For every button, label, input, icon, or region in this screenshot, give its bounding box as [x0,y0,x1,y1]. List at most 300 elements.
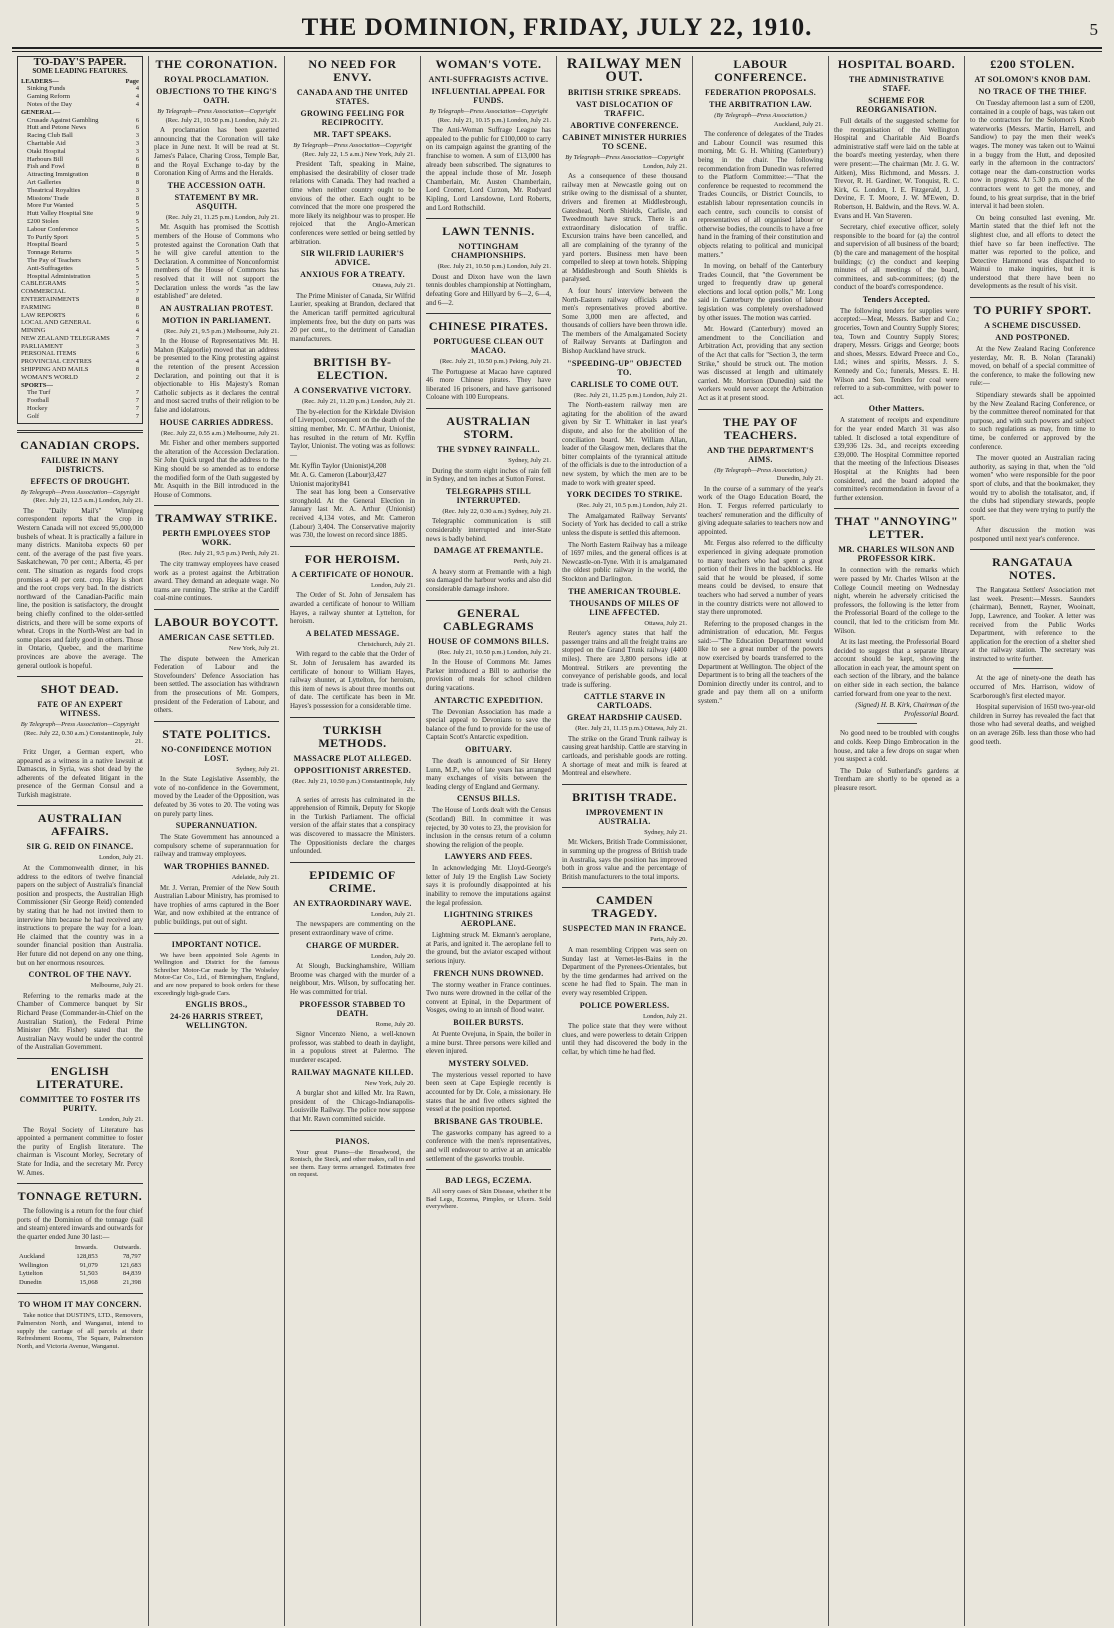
byline: By Telegraph—Press Association—Copyright [293,142,412,149]
article-body: The gasworks company has agreed to a conference with the men's representatives, and will endeavour to arrive at an amicable settlement of the gasworks trouble. [426,1128,551,1163]
subhead-american-trouble: THE AMERICAN TROUBLE. [568,586,681,596]
article-body: A series of arrests has culminated in the apprehension of Rimnik, Deputy for Skopje in the Turkish Parliament. The official version of the affair states that a conspiracy was discovered to massacre the Ministers. The Oppositionists declare the charges unfounded. [290,795,415,856]
dateline: (Rec. July 21, 10.50 p.m.) Constantinople, July 21. [292,777,415,794]
divider [426,1169,551,1170]
article-body: With regard to the cable that the Order of St. John of Jerusalem has awarded its certificate of honour to William Hayes, railway shunter, at Lyttelton, for heroism, this item of news is about three months out of date. The certificate has been in Mr. Hayes's possession for a considerable time. [290,650,415,710]
subhead-brisbane: BRISBANE GAS TROUBLE. [434,1116,543,1126]
byline: (By Telegraph—Press Association.) [714,466,807,474]
subhead-hardship: GREAT HARDSHIP CAUSED. [567,713,682,723]
dateline: Rome, July 20. [375,1020,415,1028]
headline-annoying-letter: THAT "ANNOYING" LETTER. [834,514,959,542]
divider [290,349,415,350]
index-entry-page: 5 [135,280,139,288]
article-body: In connection with the remarks which were passed by Mr. Charles Wilson at the College Council meeting on Wednesday night, wherein he adversely criticised the professors, the following is the letter from the Professorial Board of the college to the council, that led to the criticism from Mr. Wilson. [834,566,959,635]
index-entry-label: Otaki Hospital [27,147,66,155]
headline-tramway-strike: TRAMWAY STRIKE. [155,511,278,526]
index-entry [21,148,139,156]
dateline: Dunedin, July 21. [776,475,823,483]
dateline: Perth, July 21. [513,558,551,566]
index-entry-page: 7 [135,288,139,296]
dateline: (Rec. July 21, 10.5 p.m.) London, July 21. [576,502,687,510]
article-body: The seat has long been a Conservative stronghold. At the General Election in January last Mr. A. Arthur (Unionist) received 4,134 votes, and Mr. Cameron (Labour) 3,404. The Conservative majority was 730, the lowest on record since 1885. [290,488,415,540]
signature: (Signed) H. B. Kirk, Chairman of the Professorial Board. [855,701,959,718]
headline-hospital-board: HOSPITAL BOARD. [837,57,956,71]
subhead-war-trophies: WAR TROPHIES BANNED. [163,862,270,872]
headline-british-trade: BRITISH TRADE. [572,789,677,804]
index-entry [21,350,139,358]
index-entry-label: Notes of the Day [27,100,72,108]
headline-womans-vote: WOMAN'S VOTE. [435,57,542,71]
subhead-canadian-1: FAILURE IN MANY DISTRICTS. [41,455,119,474]
index-entry [21,304,139,312]
subhead-oppositionist: OPPOSITIONIST ARRESTED. [293,765,411,775]
article-body: The conference of delegates of the Trades and Labour Council was resumed this morning, Mr. G. H. Whiting (Canterbury) being in the chair. The following recommendation from Dunedin was referred to the Platform Committee:—"That the conference be requested to recommend the Trades Councils, or District Councils, to establish labour representation councils in each centre, such councils to consist of representatives of all organised labour or otherwise bodies, the councils to have a free hand in the framing of their constitution and objects relating to political and municipal matters." [698,130,823,259]
index-entry-label: FARMING [21,303,51,311]
subhead-reciprocity: GROWING FEELING FOR RECIPROCITY. [300,109,405,127]
dateline: (Rec. July 21, 10.50 p.m.) London, July 21. [437,263,551,271]
headline-to-purify-sport: TO PURIFY SPORT. [973,303,1092,318]
subhead-no-trace: NO TRACE OF THE THIEF. [978,87,1087,96]
todays-paper-index [17,56,143,424]
article-body: During the storm eight inches of rain fell in Sydney, and ten inches at Sutton Forest. [426,466,551,484]
vote-count: 841 [339,479,351,488]
article-body: In the House of Representatives Mr. H. Mahon (Kalgoorlie) moved that an address be presented to the King protesting against the retention of the present Accession Declaration, and pointing out that it is objectionable to His Majesty's Roman Catholic subjects as it declares the central and most sacred truths of their religion to be false and idolatrous. [154,337,279,415]
headline-important-notice: IMPORTANT NOTICE. [171,939,262,949]
dateline: London, July 21. [370,910,415,918]
index-entry [21,374,139,382]
index-entry [21,187,139,195]
index-entry-label: Theatrical Royalties [27,186,81,194]
index-entry-page: 3 [135,186,139,194]
tonnage-body [17,1253,143,1287]
subhead-scheme-discussed: A SCHEME DISCUSSED. [984,321,1081,331]
subhead-canadian-2: EFFECTS OF DROUGHT. [30,476,130,486]
index-entry-label: Crusade Against Gambling [27,116,99,124]
byline: (By Telegraph—Press Association.) [714,112,807,119]
subhead-treaty: ANXIOUS FOR A TREATY. [300,270,405,280]
index-entry-page: 5 [135,241,139,249]
subhead-other-matters: Other Matters. [868,404,925,414]
article-body: The strike on the Grand Trunk railway is causing great hardship. Cattle are starving in cartloads, and perishable goods are rotting. A shortage of meat and milk is feared at Montreal and elsewhere. [562,734,687,778]
notice-body: Take notice that DUSTIN'S, LTD., Removers, Palmerston North, and Wanganui, intend to supply the carriage of all parcels at their Refreshment Rooms, The Square, Palmerston North, and Victoria Avenue, Wanganui. [17,1312,143,1350]
index-entry-label: The Turf [27,389,51,397]
subhead-canada-us: CANADA AND THE UNITED STATES. [296,88,409,106]
article-body: At the New Zealand Racing Conference yesterday, Mr. R. B. Nolan (Taranaki) moved, on behalf of a special committee of the conference, to make the following new rule:— [970,345,1095,388]
index-entry-page: 4 [135,93,139,101]
divider [17,1183,143,1184]
column-1 [12,56,148,1626]
dateline: Ottawa, July 21. [372,282,415,290]
index-general-list [21,117,139,281]
headline-australian-storm: AUSTRALIAN STORM. [446,414,531,442]
columns-container [12,56,1102,1626]
masthead-date: JULY 22, 1910. [636,14,813,41]
headline-rangataua-notes: RANGATAUA NOTES. [992,555,1073,583]
dateline: (Rec. July 21, 12.5 a.m.) London, July 21. [33,497,143,505]
article-body: In moving, on behalf of the Canterbury Trades Council, that "the Government be urged to frequently draw up general elections and local option polls," Mr. Long said in Canterbury the question of labour legislation was completely overshadowed by other issues. The motion was carried. [698,262,823,322]
column-5 [556,56,692,1626]
subhead-lit: COMMITTEE TO FOSTER ITS PURITY. [19,1094,141,1113]
index-entry-page: 5 [135,249,139,257]
article-body: The mover quoted an Australian racing authority, as saying in that, when the "old women" who were responsible for the poor sport of clubs, and that the bookmaker, they would try to abolish the totalisator, and, if the clubs had stipendiary stewards, people could see that they were trying to purify the sport. [970,454,1095,523]
index-entry-page: 8 [135,163,139,171]
headline-for-heroism: FOR HEROISM. [304,551,401,566]
article-body: Referring to the proposed changes in the administration of education, Mr. Fergus said:—"The Education Department would like to see a great number of the powers now exercised by boards transferred to the Department at Wellington. The object of the Department is to bring all the teachers of the Dominion directly under its control, and to grade and pay them all on a uniform system." [698,619,823,706]
index-entry-label: PARLIAMENT [21,342,63,350]
divider [17,805,143,806]
subhead-solomons-knob: AT SOLOMON'S KNOB DAM. [974,75,1091,84]
subhead-abortive: ABORTIVE CONFERENCE. [570,121,679,130]
subhead-departments-aims: AND THE DEPARTMENT'S AIMS. [707,445,814,464]
article-body: The stormy weather in France continues. Two nuns were drowned in the cellar of the convent at Epinal, in the Department of Vosges, owing to an inrush of flood water. [426,980,551,1015]
column-2 [148,56,284,1626]
index-entry-label: Hutt and Petone News [27,124,87,132]
index-entry-page: 8 [135,295,139,303]
subhead-cabinet-minister: CABINET MINISTER HURRIES TO SCENE. [562,133,687,151]
index-entry-page: 3 [135,132,139,140]
index-entry-label: Missions' Trade [27,194,69,202]
dateline: (Rec. July 21, 10.15 p.m.) London, July 21. [437,116,551,124]
dateline: (Rec. July 21, 9.5 p.m.) Perth, July 21. [178,550,279,558]
index-entry-page: 7 [135,389,139,397]
article-body: President Taft, speaking in Maine, emphasised the desirability of closer trade relations with Canada. They had reached a time when neither country ought to be envious of the other. Each ought to be convinced that the more one prospered the more likely its neighbour was to prosper. He rejoiced that the Anglo-American conferences were settled or being settled by arbitration. [290,160,415,246]
divider [698,409,823,410]
index-entry-label: To Purify Sport [27,233,68,241]
masthead [12,14,1102,49]
article-body: Mr. J. Verran, Premier of the New South Australian Labour Ministry, has promised to have trophies of arms captured in the Boer War, and now exhibited at the entrance of public buildings, put out of sight. [154,883,279,926]
column-8 [964,56,1100,1626]
article-body: In the House of Commons Mr. James Parker introduced a Bill to authorise the provision of meals for school children during vacations. [426,658,551,692]
subhead-mystery: MYSTERY SOLVED. [448,1058,529,1068]
divider [17,1293,143,1294]
index-entry-label: SHIPPING AND MAILS [21,366,89,374]
article-body: Signor Vincenzo Nieno, a well-known professor, was stabbed to death in daylight, in a populous street at Palermo. The murderer escaped. [290,1030,415,1064]
index-sports-list [21,389,139,420]
article-body: Mr. Howard (Canterbury) moved an amendment to the Conciliation and Arbitration Act, providing that any section of the Act that calls for "Section 3, the term Strike," should be struck out. The motion was discussed at length and ultimately carried. Mr. Morrison (Dunedin) said the workers would never accept the Arbitration Act as it at present stood. [698,325,823,402]
index-entry-label: Hutt Valley Hospital Site [27,210,93,218]
subhead-anti-suffragists: ANTI-SUFFRAGISTS ACTIVE. [428,75,549,84]
subhead-protest-motion: MOTION IN PARLIAMENT. [162,315,271,325]
subhead-crime-wave: AN EXTRAORDINARY WAVE. [293,898,412,908]
subhead-strike-spreads: BRITISH STRIKE SPREADS. [568,88,681,97]
index-entry-label: COMMERCIAL [21,288,66,296]
article-body: Referring to the remarks made at the Chamber of Commerce banquet by Sir Richard Pease (Commander-in-Chief on the Australian Station), the Federal Prime Minister (Mr. Fisher) stated that the Australian Navy would be under the control of the Australian Government. [17,991,143,1052]
subhead-laurier: SIR WILFRID LAURIER'S ADVICE. [300,249,405,268]
tonnage-column-header: Outwards. [113,1244,141,1252]
index-entry [21,163,139,171]
headline-to-whom: TO WHOM IT MAY CONCERN. [18,1300,142,1310]
tonnage-port: Dunedin [19,1278,42,1286]
index-entry [21,124,139,132]
tonnage-port: Auckland [19,1253,45,1261]
index-title: TO-DAY'S PAPER. [33,56,127,68]
index-entry-label: LOCAL AND GENERAL [21,319,91,327]
column-6 [692,56,828,1626]
index-entry-label: More Fur Wanted [27,202,74,210]
byline: By Telegraph—Press Association—Copyright [429,108,548,115]
index-entry-label: Labour Conference [27,225,79,233]
subhead-lightning: LIGHTNING STRIKES AEROPLANE. [444,910,533,929]
divider [290,1130,415,1131]
article-body: Mr. Wickers, British Trade Commissioner, in summing up the progress of British trade in Australia, says the position has improved both in gross value and the percentage of British manufacturers to the total imports. [562,838,687,881]
index-entry-page: 8 [135,303,139,311]
dateline: New York, July 21. [228,644,279,652]
vote-candidate: Mr. A. G. Cameron (Labour) [290,471,371,480]
divider [290,546,415,547]
dateline: London, July 21. [642,162,687,170]
subhead-macao: PORTUGUESE CLEAN OUT MACAO. [433,337,544,356]
dateline: London, July 20. [370,952,415,960]
dateline: London, July 21. [370,581,415,589]
dateline: (Rec. July 21, 11.25 p.m.) London, July 21. [165,213,279,221]
article-body: A man resembling Crippen was seen on Sunday last at Vernet-les-Bains in the Department of the Pyrenees-Orientales, but by the time gendarmes had arrived on the scene he had fled to Spain. The man in every way resembled Crippen. [562,946,687,997]
subhead-massacre: MASSACRE PLOT ALLEGED. [293,753,412,763]
article-body: The Amalgamated Railway Servants' Society of York has decided to call a strike unless the dispute is settled this afternoon. [562,511,687,537]
article-body: At Slough, Buckinghamshire, William Broome was charged with the murder of a neighbour, Mrs. Wilson, by suffocating her. He was committed for trial. [290,962,415,996]
article-body: The Order of St. John of Jerusalem has awarded a certificate of honour to William Hayes, a railway shunter at Lyttelton, for heroism. [290,591,415,626]
dateline: Sydney, July 21. [236,765,279,773]
subhead-police: POLICE POWERLESS. [579,1000,670,1010]
index-entry-label: PROVINCIAL CENTRES [21,358,92,366]
dateline: (Rec. July 22, 0.30 a.m.) Sydney, July 21. [442,507,551,515]
headline-200-stolen: £200 STOLEN. [990,57,1075,71]
dateline: Ottawa, July 21. [644,619,687,627]
article-body: Mr. Fisher and other members supported the alteration of the Accession Declaration. Sir John Quick urged that the address to the King should be so amended as to endorse the modified form of the Oath suggested by Mr. Asquith in the Bill introduced in the House of Commons. [154,439,279,499]
index-entry-page: 4 [135,100,139,108]
index-entry-page: 6 [135,350,139,358]
subhead-suspected-man: SUSPECTED MAN IN FRANCE. [562,924,687,934]
advertiser-name: ENGLIS BROS., [185,1000,248,1010]
index-entry [21,101,139,109]
tonnage-inwards: 51,503 [79,1270,98,1278]
subhead-boycott: AMERICAN CASE SETTLED. [158,632,275,642]
index-entry [21,343,139,351]
index-entry-page: 7 [135,412,139,420]
index-general-header [21,109,139,117]
divider [834,508,959,509]
index-entry-page: 6 [135,319,139,327]
article-body: The "Daily Mail's" Winnipeg correspondent reports that the crop in Western Canada will not exceed 95,000,000 bushels of wheat. It is practically a failure in many districts. Manitoba expects 60 per cent. of the average of the past five years. Saskatchewan, 70 per cent.; Alberta, 45 per cent. The situation as regards food crops promises a 40 per cent. crop. Hay is short and the root crops very bad. In the districts northward of the Canadian-Pacific main line, the position is satisfactory, the drought being chiefly confined to the older-settled districts, and there will be some exports of wheat. Crops in the North-West are bad in some places and fairly good in others. Those in Ontario, Quebec, and the maritime provinces are above the average. The general outlook is hopeful. [17,506,143,670]
dateline: (Rec. July 21, 10.50 p.m.) London, July 21. [437,648,551,656]
index-page-label: Page [125,77,139,85]
subhead-boiler: BOILER BURSTS. [453,1018,524,1027]
article-body: A heavy storm at Fremantle with a high sea damaged the harbour works and also did considerable damage inshore. [426,567,551,593]
article-body: The mysterious vessel reported to have been seen at Cape Espiegle recently is accounted for by Dr. Cole, a missionary. He states that he and five others sighted the vessel at the position reported. [426,1070,551,1114]
headline-canadian-crops: CANADIAN CROPS. [20,437,140,452]
dateline: (Rec. July 22, 0.30 a.m.) Constantinople, July 21. [23,729,143,746]
index-entry [21,280,139,288]
index-entry-page: 5 [135,217,139,225]
headline-shot-dead: SHOT DEAD. [40,682,120,697]
index-entry-label: Anti-Suffragettes [27,264,73,272]
index-entry-label: WOMAN'S WORLD [21,373,78,381]
index-entry-label: Gaming Reform [27,93,71,101]
index-entry-page: 5 [135,264,139,272]
article-body: The Prime Minister of Canada, Sir Wilfrid Laurier, speaking at Brandon, declared that the American tariff permitted agricultural implements free, but the duty on parts was 20 per cent., to the detriment of Canadian manufacturers. [290,291,415,343]
dateline: Adelaide, July 21. [231,874,279,882]
headline-australian-affairs: AUSTRALIAN AFFAIRS. [37,811,123,839]
dateline: New York, July 20. [364,1079,415,1087]
index-entry-page: 5 [135,202,139,210]
dateline: (Rec. July 21, 10.50 p.m.) London, July 21. [165,116,279,124]
divider [426,313,551,314]
article-body: No good need to be troubled with coughs and colds. Keep Dingo Embrocation in the house, and take a few drops on sugar when you suspect a cold. [834,729,959,764]
dateline: Christchurch, July 21. [357,640,415,648]
divider [562,784,687,785]
subhead-commons-bills: HOUSE OF COMMONS BILLS. [428,636,549,646]
index-entry [21,358,139,366]
subhead-thousands-of-miles: THOUSANDS OF MILES OF LINE AFFECTED. [569,598,680,617]
subhead-wilson-kirk: MR. CHARLES WILSON AND PROFESSOR KIRK. [838,545,955,564]
subhead-postponed: AND POSTPONED. [995,333,1070,343]
subhead-navy: CONTROL OF THE NAVY. [28,970,132,980]
column-7 [828,56,964,1626]
article-body: At the Commonwealth dinner, in his address to the editors of twelve financial papers on the subject of Australia's financial position and prospects, the Australian High Commissioner (Sir George Reid) contended by stating that he had not invited them to interview him because he had received any instructions to prepare the way for a loan. He claimed that the country was in a sounder financial position than Australia. Her future did not depend on any one thing, but on her enormous resources. [17,864,143,967]
dateline: (Rec. July 21, 11.20 p.m.) London, July 21. [301,398,415,406]
tonnage-inwards: 128,853 [76,1253,98,1261]
index-entry-label: Attracting Immigration [27,171,89,179]
divider [154,609,279,610]
article-body: The following tenders for supplies were accepted:—Meat, Messrs. Barber and Co.; groceries, Town and Country Supply Stores; tea, Town and Country Supply Stores; drapery, Messrs. Griggs and George; boots and shoes, Messrs. Edward Preece and Co., Ltd.; wines and spirits, Messrs. J. S. Kennedy and Co.; funerals, Messrs. E. H. Wilson and Son. Tenders for coal were referred to a sub-committee, with power to act. [834,306,959,401]
dateline: (Rec. July 22, 1.5 a.m.) New York, July 21. [302,150,415,158]
subhead-obituary: OBITUARY. [465,744,512,754]
index-entry-label: Tonnage Returns [27,249,72,257]
tonnage-inwards: 15,068 [79,1278,98,1286]
tonnage-port: Lyttelton [19,1270,43,1278]
headline-bad-legs: BAD LEGS, ECZEMA. [445,1176,532,1186]
subhead-carlisle: CARLISLE TO COME OUT. [570,379,679,389]
vote-candidate: Mr. Kyffin Taylor (Unionist) [290,462,371,471]
index-entry [21,335,139,343]
index-entry-label: LAW REPORTS [21,311,66,319]
index-leaders-label: LEADERS— [21,77,59,85]
divider [154,505,279,506]
index-sports-header [21,382,139,390]
divider [17,676,143,677]
divider [290,862,415,863]
index-entry-label: Art Galleries [27,178,62,186]
headline-lawn-tennis: LAWN TENNIS. [442,224,535,239]
subhead-telegraphs: TELEGRAPHS STILL INTERRUPTED. [445,486,532,505]
index-entry-page: 8 [135,178,139,186]
article-body: The newspapers are commenting on the present extraordinary wave of crime. [290,920,415,938]
index-entry-page: 5 [135,256,139,264]
tonnage-outwards: 84,839 [122,1270,141,1278]
tonnage-port: Wellington [19,1261,49,1269]
index-entry-page: 3 [135,139,139,147]
headline-coronation: THE CORONATION. [155,57,278,71]
index-entry [21,93,139,101]
index-entry-page: 6 [135,155,139,163]
vote-row [290,480,415,489]
index-entry [21,117,139,125]
index-entry-page: 4 [135,358,139,366]
index-entry-page: 5 [135,272,139,280]
divider [426,408,551,409]
article-body: At its last meeting, the Professorial Board decided to suggest that a separate library account should be kept, showing the allocation in each year, the amount spent on each section of the library, and the balance on either side in each section, the balance carried forward from one year to the next. [834,638,959,698]
index-entry-label: Hospital Administration [27,272,91,280]
headline-british-by-election: BRITISH BY-ELECTION. [313,355,392,383]
vote-candidate: Unionist majority [290,479,340,488]
tonnage-column-header: Inwards. [74,1244,98,1252]
divider [154,933,279,934]
column-3 [284,56,420,1626]
article-body: On Tuesday afternoon last a sum of £200, contained in a couple of bags, was taken out to the contractors for the Solomon's Knob waterworks (Messrs. Martin, Harrell, and Sandiow) to pay the men their week's wages. The money was taken out to Wainui in a buggy from the Hutt, and deposited early in the afternoon in the contractors' cottage near the dam-construction works now in progress. At 5.30 p.m. one of the contractors went to get the money, and found, to his great surprise, that in the brief interval it had been stolen. [970,99,1095,211]
index-entry-page: 6 [135,116,139,124]
subhead-cattle: CATTLE STARVE IN CARTLOADS. [583,692,666,711]
article-body: A burglar shot and killed Mr. Ira Rawn, president of the Chicago-Indianapolis-Louisville Railway. The police now suppose that Mr. Rawn committed suicide. [290,1089,415,1123]
article-body: Fritz Unger, a German expert, who appeared as a witness in a native lawsuit at Damascus, in Syria, was shot dead by the adherents of the defeated litigant in the presence of the German Consul and a Turkish magistrate. [17,747,143,799]
index-entry-label: Fish and Fowl [27,163,65,171]
index-entry-label: Golf [27,412,40,420]
index-entry-label: Sinking Funds [27,85,66,93]
masthead-title [302,14,813,42]
index-entry [21,257,139,265]
index-entry [21,312,139,320]
index-entry-page: 4 [135,327,139,335]
index-entry-label: ENTERTAINMENTS [21,295,80,303]
index-entry [21,241,139,249]
subhead-sydney-rainfall: THE SYDNEY RAINFALL. [437,445,540,455]
byline: By Telegraph—Press Association—Copyright [20,721,140,729]
index-entry [21,85,139,93]
divider [290,717,415,718]
article-body: At Puente Ovejuna, in Spain, the boiler in a mine burst. Three persons were killed and eleven injured. [426,1030,551,1056]
divider [426,218,551,219]
headline-camden-tragedy: CAMDEN TRAGEDY. [591,893,658,921]
index-leaders-list [21,85,139,108]
headline-general-cablegrams: GENERAL CABLEGRAMS [442,605,534,633]
subhead-shot: FATE OF AN EXPERT WITNESS. [37,700,123,719]
subhead-tramway: PERTH EMPLOYEES STOP WORK. [162,529,271,548]
divider [17,1058,143,1059]
subhead-nuns: FRENCH NUNS DROWNED. [433,968,544,978]
index-entry [21,288,139,296]
index-entry [21,179,139,187]
subhead-antarctic: ANTARCTIC EXPEDITION. [434,695,543,705]
article-body: The State Government has announced a compulsory scheme of superannuation for railway and tramway employees. [154,833,279,859]
index-entry [21,218,139,226]
index-entry [21,397,139,405]
article-body: In the State Legislative Assembly, the vote of no-confidence in the Government, moved by the Leader of the Opposition, was defeated by 36 votes to 20. The voting was on purely party lines. [154,775,279,818]
divider [154,721,279,722]
index-entry-label: Racing Club Ball [27,132,73,140]
article-body: Mr. Fergus also referred to the difficulty experienced in giving adequate promotion to many teachers who had spent a great portion of their lives in the backblocks. He said that he would be pleased, if some means could be devised, to ensure that teachers who had served a number of years in the country districts were not allowed to stay there unpromoted. [698,539,823,617]
masthead-day: FRIDAY, [523,14,630,41]
article-body: The city tramway employees have ceased work as a protest against the Arbitration award. They demand an adequate wage. No trams are running. The strike at the Cardiff coal-mine continues. [154,559,279,603]
tonnage-header-row [17,1244,143,1253]
subhead-reorganisation: SCHEME FOR REORGANISATION. [856,96,937,114]
divider [426,600,551,601]
article-body: The Royal Society of Literature has appointed a permanent committee to foster the purity of English literature. The chairman is Viscount Morley, Secretary of State for India, and the secretary Mr. Percy W. Ames. [17,1125,143,1177]
subhead-speeding-up: "SPEEDING-UP" OBJECTED TO. [567,358,682,377]
dateline: London, July 21. [98,854,143,862]
dateline: Melbourne, July 21. [90,982,143,990]
tonnage-row [17,1279,143,1288]
vote-count: 4,208 [370,462,387,471]
article-body: The police state that they were without clues, and were powerless to detain Crippen until they had discovered the body in the cellar, by which time he had fled. [562,1022,687,1056]
index-entry-page: 7 [135,405,139,413]
headline-english-literature: ENGLISH LITERATURE. [36,1063,124,1091]
article-body: The by-election for the Kirkdale Division of Liverpool, consequent on the death of the sitting member, Mr. C. M'Arthur, Unionist, has resulted in the return of Mr. Kyffin Taylor, Unionist. The voting was as follows:— [290,407,415,459]
article-body: Reuter's agency states that half the passenger trains and all the freight trains are stopped on the Grand Trunk railway (4400 miles). There are 3,800 persons idle at Montreal. Strikers are preventing the conveyance of perishable goods, and local trade is suffering. [562,629,687,689]
article-body: At the age of ninety-one the death has occurred of Mrs. Harrison, widow of Scarborough's first elected mayor. [970,674,1095,700]
index-entry-page: 8 [135,194,139,202]
index-entry-label: Football [27,397,49,405]
article-body: The dispute between the American Federation of Labour and the Stovefounders' Defence Association has been settled. The association has withdrawn from the prosecutions of Mr. Gompers, president of the Federation of Labour, and others. [154,654,279,715]
article-body: The Rangataua Settlers' Association met last week. Present:—Messrs. Saunders (chairman), Bennett, Rayner, Wooinatt, Jopp, Lawrence, and Tooker. A letter was received from the Public Works Department, with reference to the application for the erection of a shelter shed at the railway station. The secretary was instructed to write further. [970,586,1095,663]
byline: By Telegraph—Press Association—Copyright [157,108,276,115]
